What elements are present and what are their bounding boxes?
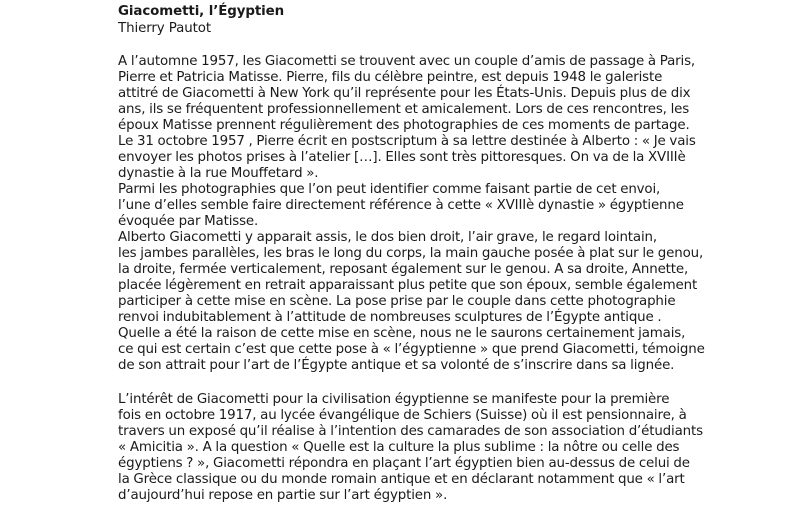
text-line: les jambes parallèles, les bras le long du corps, la main gauche posée à plat sur le genou, <box>118 246 704 261</box>
text-line: Le 31 octobre 1957 , Pierre écrit en postscriptum à sa lettre destinée à Alberto : « Je vais <box>118 134 696 149</box>
text-line: Pierre et Patricia Matisse. Pierre, fils du célèbre peintre, est depuis 1948 le galeriste <box>118 70 663 85</box>
text-line: « Amicitia ». A la question « Quelle est la culture la plus sublime : la nôtre ou celle des <box>118 440 680 455</box>
text-line: de son attrait pour l’art de l’Égypte antique et sa volonté de s’inscrire dans sa lignée. <box>118 358 675 373</box>
text-line: ce qui est certain c’est que cette pose à « l’égyptienne » que prend Giacometti, témoigne <box>118 342 705 357</box>
text-line: envoyer les photos prises à l’atelier […]. Elles sont très pittoresques. On va de la XVIIIè <box>118 150 686 165</box>
text-line: L’intérêt de Giacometti pour la civilisation égyptienne se manifeste pour la première <box>118 392 670 407</box>
text-line: égyptiens ? », Giacometti répondra en plaçant l’art égyptien bien au-dessus de celui de <box>118 456 690 471</box>
text-line: Alberto Giacometti y apparait assis, le dos bien droit, l’air grave, le regard lointain, <box>118 230 657 245</box>
text-line: participer à cette mise en scène. La pose prise par le couple dans cette photographie <box>118 294 676 309</box>
paragraph-1 <box>118 54 705 374</box>
text-line: époux Matisse prennent régulièrement des photographies de ces moments de partage. <box>118 118 690 133</box>
text-line: Quelle a été la raison de cette mise en scène, nous ne le saurons certainement jamais, <box>118 326 686 341</box>
text-line: évoquée par Matisse. <box>118 214 259 229</box>
text-line: l’une d’elles semble faire directement référence à cette « XVIIIè dynastie » égyptienne <box>118 198 684 213</box>
text-line: ans, ils se fréquentent professionnellement et amicalement. Lors de ces rencontres, les <box>118 102 690 117</box>
text-line: placée légèrement en retrait apparaissant plus petite que son époux, semble également <box>118 278 698 293</box>
text-line: Parmi les photographies que l’on peut identifier comme faisant partie de cet envoi, <box>118 182 661 197</box>
document-author: Thierry Pautot <box>118 21 212 36</box>
document-title: Giacometti, l’Égyptien <box>118 4 285 19</box>
paragraph-2 <box>118 392 703 504</box>
text-line: A l’automne 1957, les Giacometti se trouvent avec un couple d’amis de passage à Paris, <box>118 54 696 69</box>
text-line: attitré de Giacometti à New York qu’il représente pour les États-Unis. Depuis plus de dix <box>118 86 691 101</box>
text-line: la Grèce classique ou du monde romain antique et en déclarant notamment que « l’art <box>118 472 685 487</box>
text-line: renvoi indubitablement à l’attitude de nombreuses sculptures de l’Égypte antique . <box>118 310 662 325</box>
text-line: la droite, fermée verticalement, reposant également sur le genou. A sa droite, Annette, <box>118 262 689 277</box>
text-line: fois en octobre 1917, au lycée évangélique de Schiers (Suisse) où il est pensionnaire, à <box>118 408 687 423</box>
document-page <box>118 0 705 504</box>
text-line: travers un exposé qu’il réalise à l’intention des camarades de son association d’étudiants <box>118 424 703 439</box>
text-line: dynastie à la rue Mouffetard ». <box>118 166 319 181</box>
text-line: d’aujourd’hui repose en partie sur l’art égyptien ». <box>118 488 448 503</box>
